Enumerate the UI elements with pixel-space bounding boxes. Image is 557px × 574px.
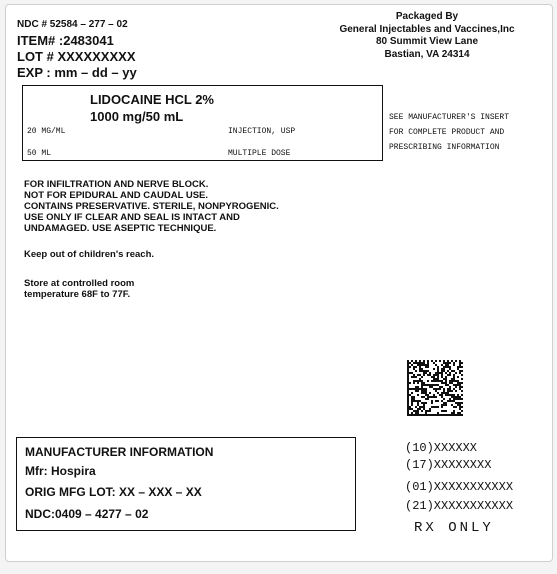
warning-line: UNDAMAGED. USE ASEPTIC TECHNIQUE. [24, 223, 217, 234]
storage-line: temperature 68F to 77F. [24, 289, 131, 300]
gs1-serial: (21)XXXXXXXXXXX [405, 499, 514, 513]
expiration-date: EXP : mm – dd – yy [17, 65, 137, 80]
insert-note-line: SEE MANUFACTURER'S INSERT [389, 113, 510, 122]
manufacturer-box [16, 437, 356, 531]
insert-note [389, 110, 509, 155]
gs1-gtin: (01)XXXXXXXXXXX [405, 480, 514, 494]
item-number: ITEM# :2483041 [17, 33, 114, 48]
keep-out-note: Keep out of children's reach. [24, 249, 155, 260]
manufacturer-ndc: NDC:0409 – 4277 – 02 [25, 507, 149, 521]
drug-route: INJECTION, USP [228, 127, 296, 136]
gs1-expiry: (17)XXXXXXXX [405, 458, 492, 472]
manufacturer-lot: ORIG MFG LOT: XX – XXX – XX [25, 485, 202, 499]
drug-name: LIDOCAINE HCL 2% [90, 92, 214, 107]
packager-city: Bastian, VA 24314 [384, 48, 470, 60]
drug-concentration: 20 MG/ML [27, 127, 66, 136]
warnings-block [24, 179, 279, 234]
datamatrix-barcode-icon [407, 360, 463, 416]
storage-line: Store at controlled room [24, 278, 135, 289]
ndc-number: NDC # 52584 – 277 – 02 [17, 19, 128, 30]
warning-line: CONTAINS PRESERVATIVE. STERILE, NONPYROGENIC. [24, 201, 279, 212]
packager-street: 80 Summit View Lane [375, 36, 479, 47]
warning-line: FOR INFILTRATION AND NERVE BLOCK. [24, 179, 209, 190]
manufacturer-name: Mfr: Hospira [25, 464, 96, 478]
warning-line: USE ONLY IF CLEAR AND SEAL IS INTACT AND [24, 212, 240, 223]
insert-note-line: FOR COMPLETE PRODUCT AND [389, 128, 505, 137]
manufacturer-title: MANUFACTURER INFORMATION [25, 445, 214, 459]
drug-dose-type: MULTIPLE DOSE [228, 149, 291, 158]
drug-volume: 50 ML [27, 149, 52, 158]
drug-info-box [22, 85, 383, 161]
storage-note [24, 278, 134, 300]
packager-title: Packaged By [395, 11, 459, 22]
drug-strength: 1000 mg/50 mL [90, 109, 184, 124]
insert-note-line: PRESCRIBING INFORMATION [389, 143, 500, 152]
rx-only: RX ONLY [414, 520, 494, 536]
packager-block [322, 11, 532, 61]
gs1-batch: (10)XXXXXX [405, 441, 478, 455]
lot-number: LOT # XXXXXXXXX [17, 49, 136, 64]
packager-name: General Injectables and Vaccines,Inc [339, 23, 515, 35]
warning-line: NOT FOR EPIDURAL AND CAUDAL USE. [24, 190, 209, 201]
